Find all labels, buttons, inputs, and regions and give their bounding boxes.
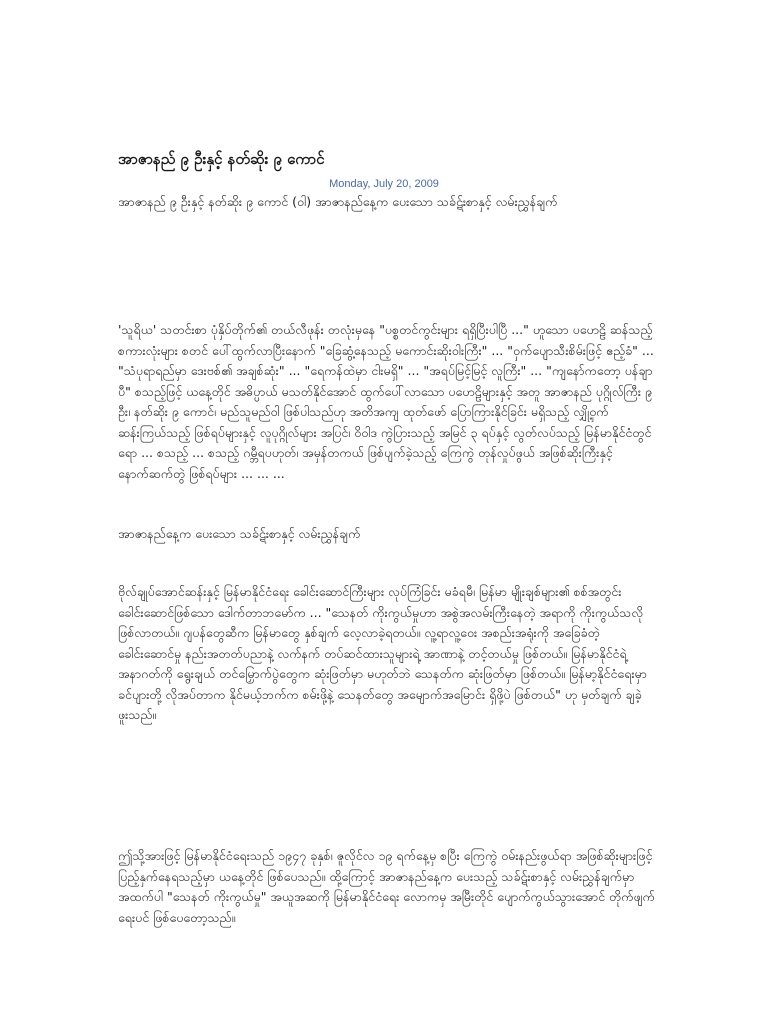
paragraph-section-heading: အာဇာနည်နေ့က ပေးသော သခ်ဋ်းစာနှင့် လမ်းညွှန်ချက် (118, 526, 361, 541)
paragraph-conclusion: ဤသို့အားဖြင့် မြန်မာနိုင်ငံရေးသည် ၁၉၄၇ ခုနှစ်၊ ဇူလိုင်လ ၁၉ ရက်နေ့မှ စပြီး ကြေကွဲ ဝမ်းနည်းဖွယ်ရာ အဖြစ်ဆိုးများဖြင့် ပြည့်နှက်နေရသည့်မှာ ယနေ့တိုင် ဖြစ်ပေသည်။ ထို့ကြောင့် အာဇာနည်နေ့က ပေးသည့် သခ်ဋ်းစာနှင့် လမ်းညွှန်ချက်မှာ အထက်ပါ "သေနတ် ကိုးကွယ်မှု" အယူအဆကို မြန်မာနိုင်ငံရေး လောကမှ အမြီးတိုင် ပျောက်ကွယ်သွားအောင် တိုက်ဖျက်ရေးပင် ဖြစ်ပေတော့သည်။ (118, 848, 655, 925)
article-title: အာဇာနည် ၉ ဦးနှင့် နတ်ဆိုး ၉ ကောင် (118, 150, 325, 168)
paragraph-quote: ဗိုလ်ချုပ်အောင်ဆန်းနှင့် မြန်မာနိုင်ငံရေး ခေါင်းဆောင်ကြီးများ လုပ်ကြံခြင်း မခံရမီ၊ မြန်မာ မျိုးချစ်များ၏ စစ်အတွင်း ခေါင်းဆောင်ဖြစ်သော ဒေါက်တာဘမော်က ... "သေနတ် ကိုးကွယ်မှုဟာ အစွဲအလမ်းကြီးနေတဲ့ အရာကို ကိုးကွယ်သလို ဖြစ်လာတယ်။ ဂျပန်တွေဆီက မြန်မာတွေ နှစ်ချက် လေ့လာခဲ့ရတယ်။ လူ့ရာလူ့ဝေး အစည်းအရုံးကို အခြေခံတဲ့ ခေါင်းဆောင်မှု နည်းအတတ်ပညာနဲ့ လက်နက် တပ်ဆင်ထားသူများရဲ့ အာဏာနဲ့ တင့်တယ်မှု ဖြစ်တယ်။ မြန်မာနိုင်ငံရဲ့ အနာဂတ်ကို ရွေးချယ် တင်မြှောက်ပွဲတွေက ဆုံးဖြတ်မှာ မဟုတ်ဘဲ သေနတ်က ဆုံးဖြတ်မှာ ဖြစ်တယ်။ မြန်မာ့နိုင်ငံရေးမှာ ခင်ပျားတို့ လိုအပ်တာက နိုင်မယ့်ဘက်က စမ်းဖို့နဲ့ သေနတ်တွေ အမျောက်အမြောင်း ရှိဖို့ပဲ ဖြစ်တယ်" ဟု မှတ်ချက် ချခဲ့ဖူးသည်။ (118, 584, 647, 722)
paragraph-intro: 'သူရိယ' သတင်းစာ ပုံနှိပ်တိုက်၏ တယ်လီဖုန်း တလုံးမှနေ "ပစ္စတင်ကွင်းများ ရရှိပြီးပါပြီ ..." ဟူသော ပဟေဠိ ဆန်သည့် စကားလုံးများ စတင် ပေါ်ထွက်လာပြီးနောက် "ခြေဆွံ့နေသည့် မကောင်းဆိုးဝါးကြီး" ... "ဝှက်ပျောသီးစိမ်းဖြင့် ဧည့်ခံ" ... "သံပုရာရည်မှာ ဒေးဗစ်၏ အချစ်ဆုံး" ... "ရေကန်ထဲမှာ ငါးမရှိ" ... "အရပ်မြင့်မြင့် လူကြီး" ... "ကျနော်ကတော့ ပန်ချာပီ" စသည့်ဖြင့် ယနေ့တိုင် အဓိပ္ပာယ် မသတ်နိုင်အောင် ထွက်ပေါ်လာသော ပဟေဠိများနှင့် အတူ အာဇာနည် ပုဂ္ဂိုလ်ကြီး ၉ ဦး၊ နတ်ဆိုး ၉ ကောင်၊ မည်သူမည်ဝါ ဖြစ်ပါသည်ဟု အတိအကျ ထုတ်ဖော် ပြောကြားနိုင်ခြင်း မရှိသည့် လျှို့ဝှက် ဆန်းကြယ်သည့် ဖြစ်ရပ်များနှင့် လူပုဂ္ဂိုလ်များ အပြင်၊ ဝိဝါဒ ကွဲပြားသည့် အမြင် ၃ ရပ်နှင့် လွတ်လပ်သည့် မြန်မာနိုင်ငံတွင်ရော ... စသည့် ... စသည့် ဂမ္ဘီရပဟုတ်၊ အမှန်တကယ် ဖြစ်ပျက်ခဲ့သည့် ကြေကွဲ တုန်လှုပ်ဖွယ် အဖြစ်ဆိုးကြီးနှင့် နောက်ဆက်တွဲ ဖြစ်ရပ်များ ... ... ... (118, 322, 654, 481)
paragraph-subtitle: အာဇာနည် ၉ ဦးနှင့် နတ်ဆိုး ၉ ကောင် (ဝါ) အာဇာနည်နေ့က ပေးသော သခ်ဋ်းစာနှင့် လမ်းညွှန်ချက် (118, 194, 558, 209)
post-date: Monday, July 20, 2009 (329, 178, 439, 190)
